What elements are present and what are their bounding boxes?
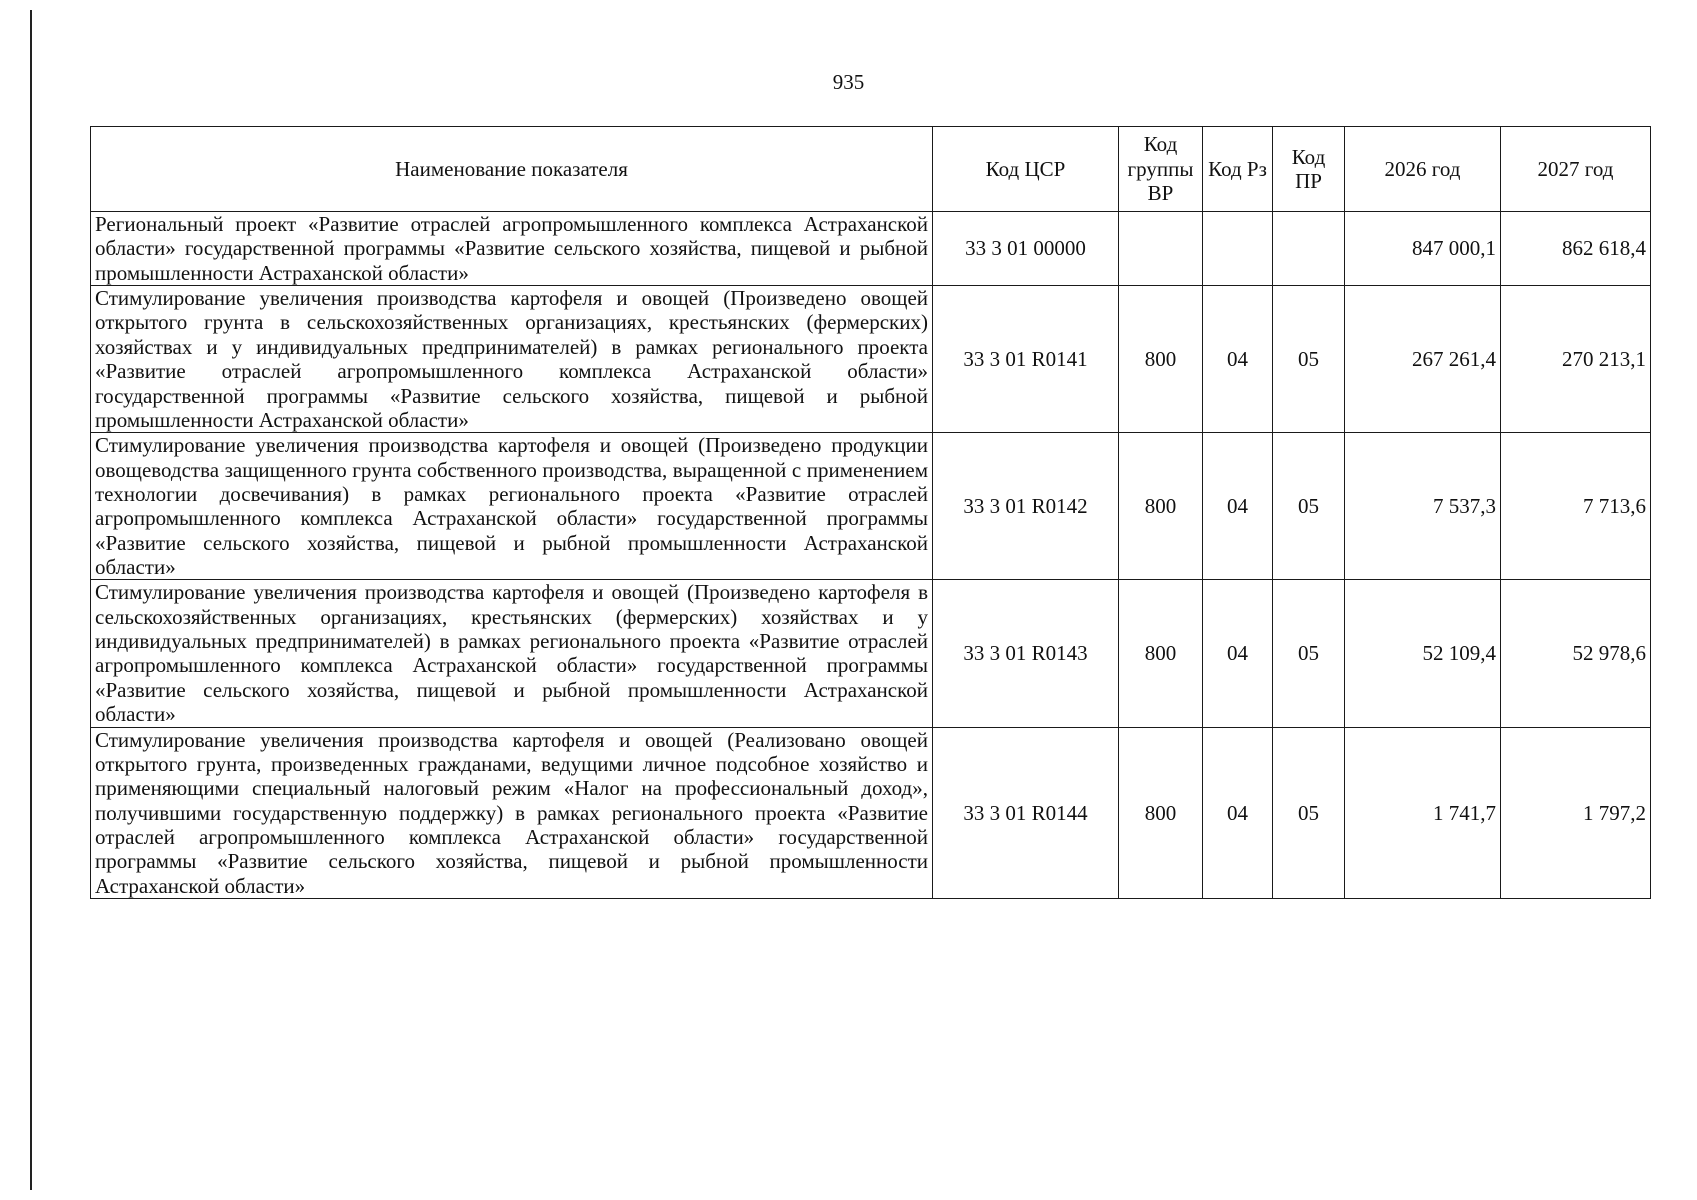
- row-csr-code: 33 3 01 R0143: [933, 580, 1119, 727]
- row-pr-code: [1273, 212, 1345, 286]
- header-year-2026: 2026 год: [1345, 127, 1501, 212]
- row-amount-2027: 862 618,4: [1501, 212, 1651, 286]
- header-rz-code: Код Рз: [1203, 127, 1273, 212]
- row-rz-code: 04: [1203, 580, 1273, 727]
- row-name: Стимулирование увеличения производства картофеля и овощей (Реализовано овощей открытого грунта, произведенных гражданами, ведущими личное подсобное хозяйство и применяющими специальный налоговый режим «Налог на профессиональный доход», получившими государственную поддержку) в рамках регионального проекта «Развитие отраслей агропромышленного комплекса Астраханской области» государственной программы «Развитие сельского хозяйства, пищевой и рыбной промышленности Астраханской области»: [91, 727, 933, 899]
- row-vr-code: 800: [1119, 580, 1203, 727]
- table-row: [91, 727, 1651, 899]
- header-vr-code: Код группы ВР: [1119, 127, 1203, 212]
- row-rz-code: [1203, 212, 1273, 286]
- table-row: [91, 433, 1651, 580]
- row-pr-code: 05: [1273, 286, 1345, 433]
- row-vr-code: 800: [1119, 433, 1203, 580]
- row-name: Стимулирование увеличения производства картофеля и овощей (Произведено овощей открытого грунта в сельскохозяйственных организациях, крестьянских (фермерских) хозяйствах и у индивидуальных предпринимателей) в рамках регионального проекта «Развитие отраслей агропромышленного комплекса Астраханской области» государственной программы «Развитие сельского хозяйства, пищевой и рыбной промышленности Астраханской области»: [91, 286, 933, 433]
- row-csr-code: 33 3 01 R0144: [933, 727, 1119, 899]
- row-pr-code: 05: [1273, 727, 1345, 899]
- row-name: Региональный проект «Развитие отраслей агропромышленного комплекса Астраханской области» государственной программы «Развитие сельского хозяйства, пищевой и рыбной промышленности Астраханской области»: [91, 212, 933, 286]
- row-amount-2026: 52 109,4: [1345, 580, 1501, 727]
- row-name: Стимулирование увеличения производства картофеля и овощей (Произведено картофеля в сельскохозяйственных организациях, крестьянских (фермерских) хозяйствах и у индивидуальных предпринимателей) в рамках регионального проекта «Развитие отраслей агропромышленного комплекса Астраханской области» государственной программы «Развитие сельского хозяйства, пищевой и рыбной промышленности Астраханской области»: [91, 580, 933, 727]
- binding-margin-line: [30, 10, 32, 1190]
- row-amount-2027: 52 978,6: [1501, 580, 1651, 727]
- table-row: [91, 580, 1651, 727]
- row-vr-code: 800: [1119, 727, 1203, 899]
- row-csr-code: 33 3 01 R0142: [933, 433, 1119, 580]
- row-vr-code: [1119, 212, 1203, 286]
- row-csr-code: 33 3 01 R0141: [933, 286, 1119, 433]
- row-amount-2026: 847 000,1: [1345, 212, 1501, 286]
- row-pr-code: 05: [1273, 580, 1345, 727]
- header-csr-code: Код ЦСР: [933, 127, 1119, 212]
- row-name: Стимулирование увеличения производства картофеля и овощей (Произведено продукции овощеводства защищенного грунта собственного производства, выращенной с применением технологии досвечивания) в рамках регионального проекта «Развитие отраслей агропромышленного комплекса Астраханской области» государственной программы «Развитие сельского хозяйства, пищевой и рыбной промышленности Астраханской области»: [91, 433, 933, 580]
- row-amount-2026: 1 741,7: [1345, 727, 1501, 899]
- header-pr-code: Код ПР: [1273, 127, 1345, 212]
- header-year-2027: 2027 год: [1501, 127, 1651, 212]
- row-vr-code: 800: [1119, 286, 1203, 433]
- table-row: [91, 286, 1651, 433]
- table-row: [91, 212, 1651, 286]
- row-pr-code: 05: [1273, 433, 1345, 580]
- row-amount-2026: 7 537,3: [1345, 433, 1501, 580]
- budget-table: [90, 126, 1651, 899]
- row-rz-code: 04: [1203, 286, 1273, 433]
- page-number: 935: [832, 70, 865, 94]
- row-csr-code: 33 3 01 00000: [933, 212, 1119, 286]
- header-name: Наименование показателя: [91, 127, 933, 212]
- row-amount-2026: 267 261,4: [1345, 286, 1501, 433]
- row-amount-2027: 1 797,2: [1501, 727, 1651, 899]
- row-amount-2027: 270 213,1: [1501, 286, 1651, 433]
- row-rz-code: 04: [1203, 727, 1273, 899]
- row-amount-2027: 7 713,6: [1501, 433, 1651, 580]
- row-rz-code: 04: [1203, 433, 1273, 580]
- table-header-row: [91, 127, 1651, 212]
